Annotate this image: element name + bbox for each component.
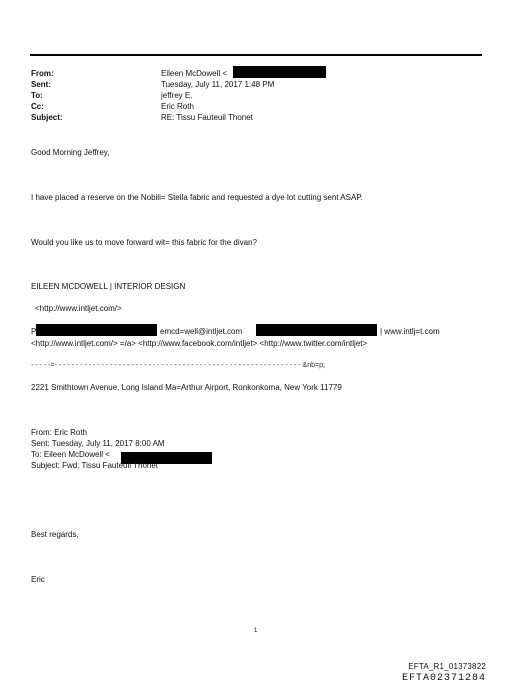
header-rule bbox=[30, 54, 482, 56]
subject-label: Subject: bbox=[31, 113, 63, 122]
address-line: 2221 Smithtown Avenue, Long Island Ma=Arthur Airport, Ronkonkoma, New York 11779 bbox=[31, 383, 342, 392]
sent-value: Tuesday, July 11, 2017 1:48 PM bbox=[161, 80, 275, 89]
to-label: To: bbox=[31, 91, 43, 100]
from-label: From: bbox=[31, 69, 54, 78]
fwd-subject: Subject: Fwd: Tissu Fauteuil Thonet bbox=[31, 461, 159, 470]
signature-name: EILEEN MCDOWELL | INTERIOR DESIGN bbox=[31, 282, 186, 291]
contact-phone-prefix: P bbox=[31, 327, 37, 336]
bates-number-small: EFTA_R1_01373822 bbox=[408, 662, 486, 671]
social-links-line: <http://www.intljet.com/> =/a> <http://www.facebook.com/intljet> <http://www.twitter.com/intljet> bbox=[31, 339, 368, 348]
subject-value: RE: Tissu Fauteuil Thonet bbox=[161, 113, 253, 122]
bates-number-large: EFTA02371284 bbox=[401, 673, 486, 684]
body-line-reserve: I have placed a reserve on the Nobili= Stella fabric and requested a dye lot cutting sent ASAP. bbox=[31, 193, 363, 202]
closing-name: Eric bbox=[31, 575, 45, 584]
sent-label: Sent: bbox=[31, 80, 51, 89]
from-value: Eileen McDowell < bbox=[161, 69, 228, 78]
fwd-from: From: Eric Roth bbox=[31, 428, 88, 437]
page-number: 1 bbox=[254, 628, 258, 634]
redaction-box bbox=[256, 324, 377, 336]
contact-email: emcd=well@intljet.com bbox=[160, 327, 243, 336]
closing-regards: Best regards, bbox=[31, 530, 79, 539]
dash-separator: - - - - -=- - - - - - - - - - - - - - - - - - - - - - - - - - - - - - - - - - - - - - - - - - - - - - - - - - - - - - - - - - &nb=p; bbox=[31, 362, 325, 369]
fwd-to: To: Eileen McDowell < bbox=[31, 450, 110, 459]
contact-website: | www.intlj=t.com bbox=[380, 327, 440, 336]
fwd-sent: Sent: Tuesday, July 11, 2017 8:00 AM bbox=[31, 439, 165, 448]
cc-value: Eric Roth bbox=[161, 102, 194, 111]
to-value: jeffrey E. bbox=[161, 91, 193, 100]
body-line-question: Would you like us to move forward wit= this fabric for the divan? bbox=[31, 238, 257, 247]
greeting: Good Morning Jeffrey, bbox=[31, 148, 110, 157]
signature-url: <http://www.intljet.com/> bbox=[35, 304, 122, 313]
cc-label: Cc: bbox=[31, 102, 44, 111]
redaction-box bbox=[36, 324, 157, 336]
redaction-box bbox=[233, 66, 326, 78]
